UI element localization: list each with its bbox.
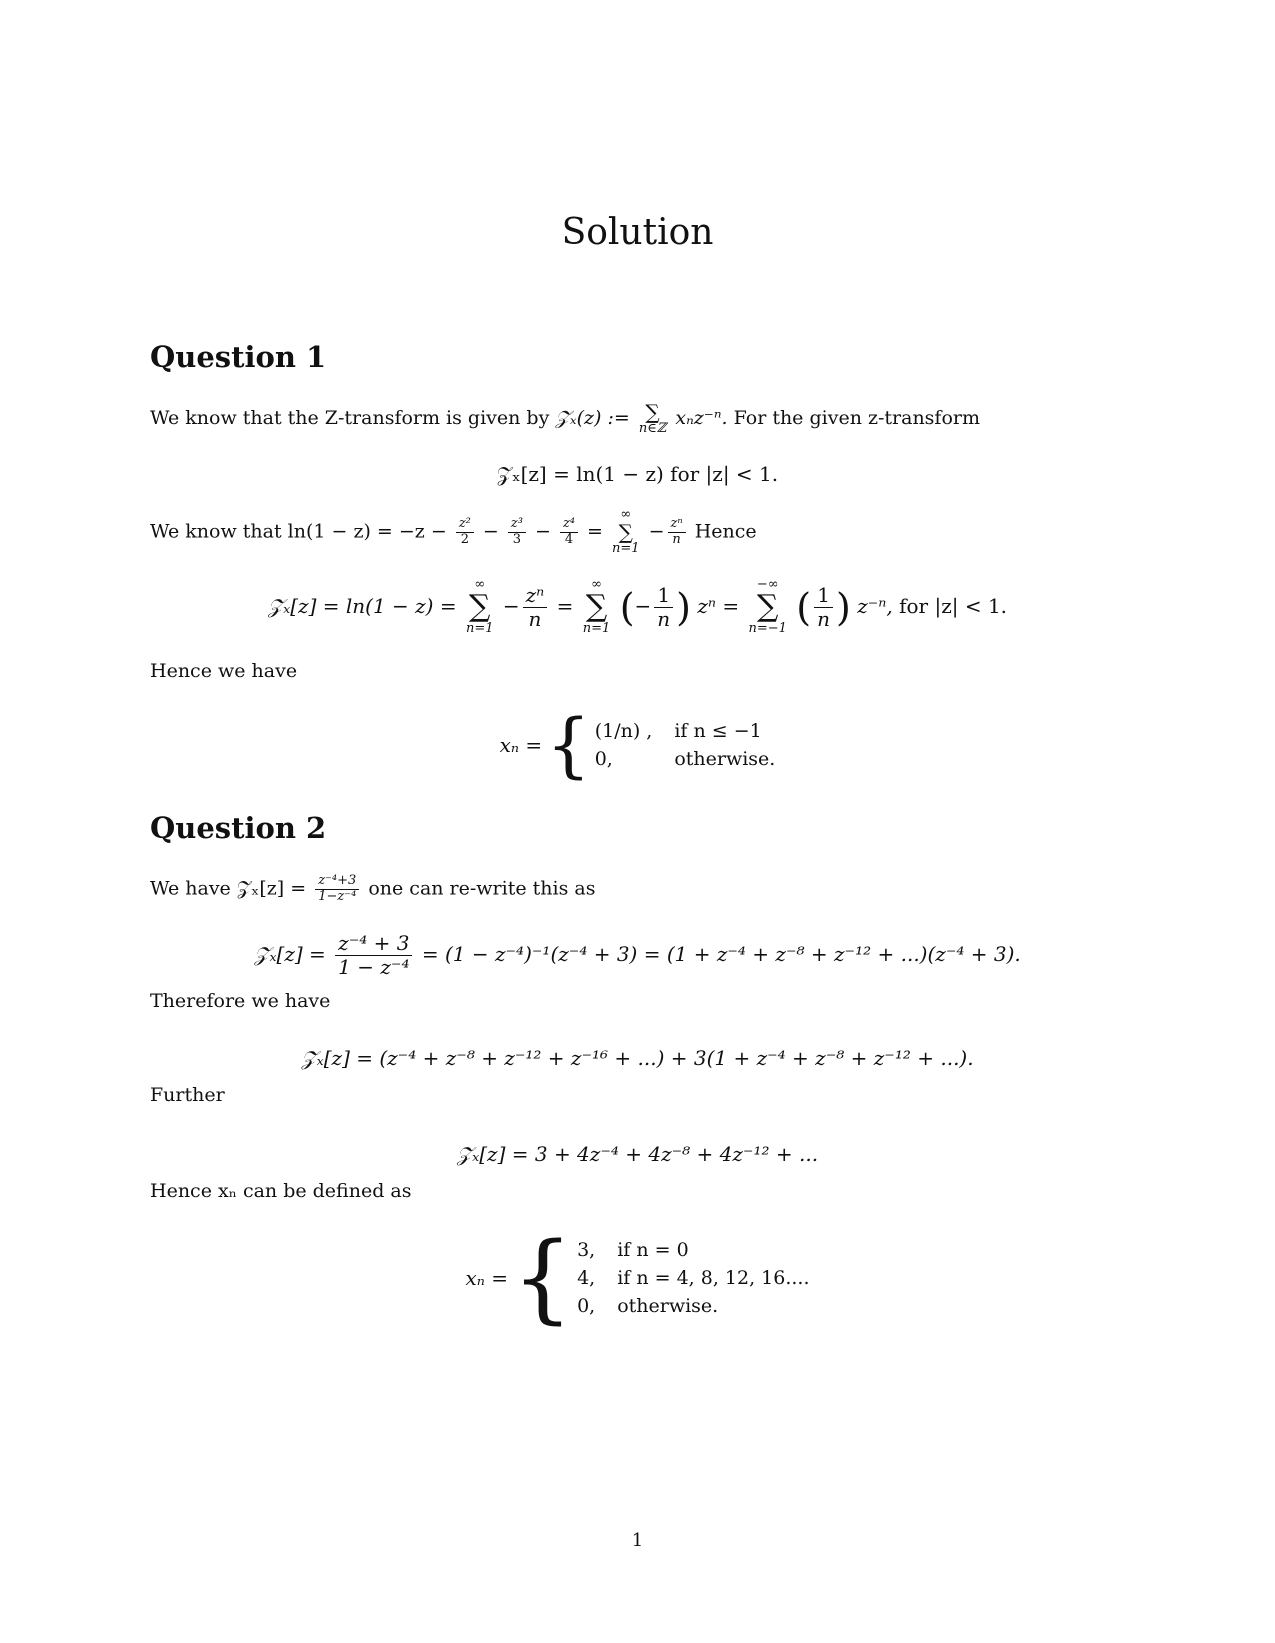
- q1-cases-equation: xₙ = { (1/n) , if n ≤ −1 0, otherwise.: [499, 704, 776, 786]
- sum-symbol: ∑ n∈ℤ: [638, 400, 667, 436]
- q1-intro-paragraph: We know that the Z-transform is given by 𝒵ₓ(z) := ∑ n∈ℤ xₙz⁻ⁿ. For the given z-transform: [150, 400, 980, 436]
- q1-hence-text: Hence we have: [150, 660, 298, 682]
- q1-equation-1: 𝒵ₓ[z] = ln(1 − z) for |z| < 1.: [496, 462, 779, 486]
- sum-symbol: ∞ ∑ n=1: [582, 577, 611, 637]
- sum-symbol: ∞ ∑ n=1: [612, 507, 640, 557]
- q2-equation-1: 𝒵ₓ[z] = $\frac{\text{z⁻⁴ + 3}}{\text{1 − z⁻⁴}}$ = (1 − z⁻⁴)⁻¹(z⁻⁴ + 3) = (1 + z⁻⁴ + z⁻⁸ + z⁻¹² + ...)(z⁻⁴ + 3).: [254, 931, 1021, 979]
- q2-equation-2: 𝒵ₓ[z] = (z⁻⁴ + z⁻⁸ + z⁻¹² + z⁻¹⁶ + ...) + 3(1 + z⁻⁴ + z⁻⁸ + z⁻¹² + ...).: [301, 1046, 974, 1070]
- q2-equation-3: 𝒵ₓ[z] = 3 + 4z⁻⁴ + 4z⁻⁸ + 4z⁻¹² + ...: [456, 1142, 819, 1166]
- q2-further-text: Further: [150, 1084, 225, 1106]
- page-number: 1: [631, 1530, 644, 1551]
- sum-symbol: ∞ ∑ n=1: [465, 577, 494, 637]
- q2-therefore-text: Therefore we have: [150, 990, 331, 1012]
- q2-hence-text: Hence xₙ can be defined as: [150, 1180, 412, 1202]
- page-title: Solution: [561, 212, 714, 253]
- question-1-heading: Question 1: [150, 340, 327, 374]
- q1-series-paragraph: We know that ln(1 − z) = −z − $\frac{\text{z²}}{2}$ − $\frac{\text{z³}}{3}$ − $\frac{\text{z⁴}}{4}$ = ∞ ∑ n=1 − $\frac{\text{zⁿ}}{n}$ Hence: [150, 507, 757, 557]
- q2-intro-paragraph: We have 𝒵ₓ[z] = $\frac{\text{z⁻⁴+3}}{\text{1−z⁻⁴}}$ one can re-write this as: [150, 873, 596, 904]
- sum-symbol: −∞ ∑ n=−1: [748, 577, 787, 637]
- q1-equation-2: 𝒵ₓ[z] = ln(1 − z) = ∞ ∑ n=1 − $\frac{\text{zⁿ}}{n}$ = ∞ ∑ n=1 (− $\frac{1}{n}$ ) zⁿ = −∞ ∑ n=−1 ( $\frac{1}{n}$ ) z⁻ⁿ, for |z| < 1.: [267, 577, 1008, 637]
- q2-cases-equation: xₙ = { 3, if n = 0 4, if n = 4, 8, 12, 16.... 0, otherwise.: [465, 1222, 810, 1334]
- question-2-heading: Question 2: [150, 811, 327, 845]
